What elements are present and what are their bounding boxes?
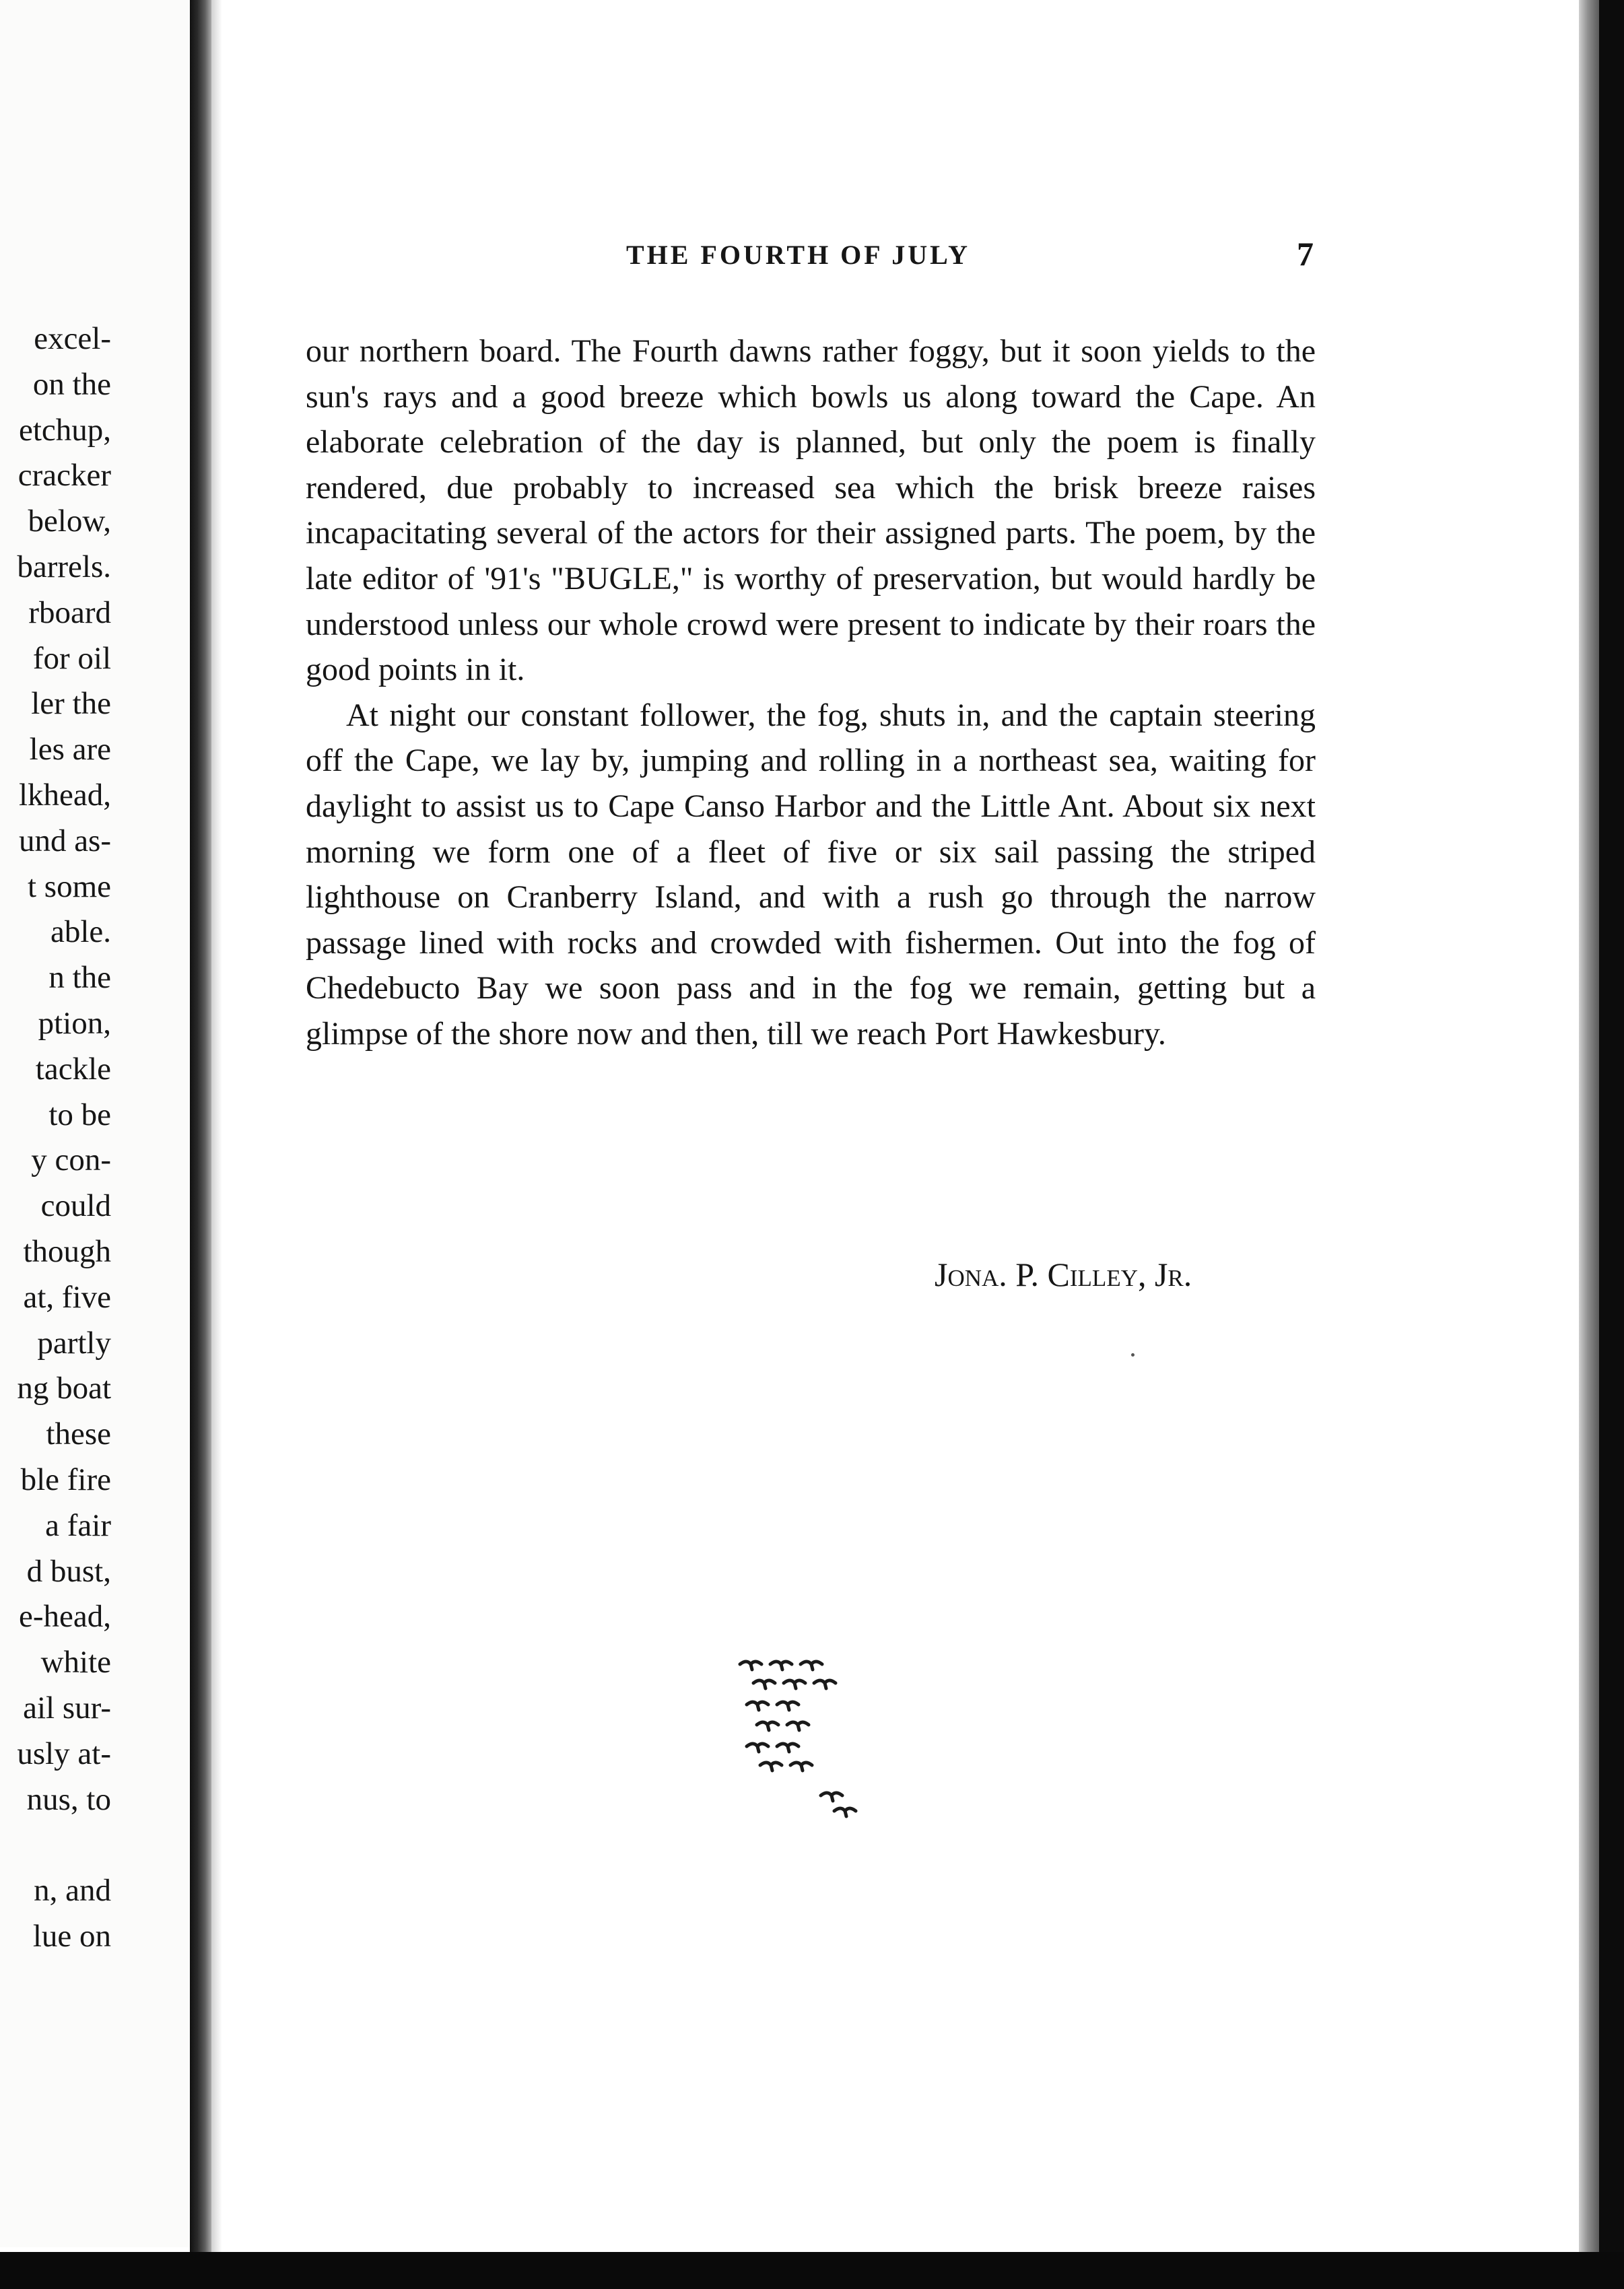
birds-ornament-svg xyxy=(737,1656,899,1831)
bird-mark xyxy=(814,1680,836,1688)
left-page-line: excel- xyxy=(34,321,111,356)
left-page-line: partly xyxy=(37,1325,111,1361)
bird-mark xyxy=(784,1680,805,1688)
left-page-line: n, and xyxy=(34,1873,111,1909)
body-text xyxy=(306,329,1316,1057)
bird-mark xyxy=(787,1722,809,1730)
left-page-line: und as- xyxy=(18,823,111,858)
left-page-line: lue on xyxy=(32,1918,111,1954)
left-page-line: ble fire xyxy=(20,1462,111,1497)
left-page-line: white xyxy=(40,1645,111,1680)
bird-mark xyxy=(770,1662,792,1670)
bird-mark xyxy=(760,1763,782,1771)
page-number: 7 xyxy=(1297,235,1314,273)
left-page-line: for oil xyxy=(32,640,111,676)
left-page-line: though xyxy=(23,1233,111,1269)
left-page-line: ler the xyxy=(31,686,111,722)
bird-mark xyxy=(777,1702,799,1710)
author-signature: Jona. P. Cilley, Jr. xyxy=(935,1256,1192,1293)
bird-mark xyxy=(747,1744,768,1752)
scan-border-bottom xyxy=(0,2252,1624,2289)
left-page-line: nus, to xyxy=(26,1781,111,1817)
bird-mark xyxy=(834,1808,856,1816)
left-page-line: lkhead, xyxy=(18,777,111,813)
page-edge xyxy=(1579,0,1599,2252)
left-page-line: y con- xyxy=(31,1142,111,1178)
bird-mark xyxy=(740,1662,762,1670)
scan-border-right xyxy=(1599,0,1624,2289)
left-page-text-fragments xyxy=(0,316,111,1960)
left-page-line: t some xyxy=(27,868,111,904)
scan-speck xyxy=(1131,1353,1135,1357)
left-page-line: on the xyxy=(32,366,111,402)
left-page-line: cracker xyxy=(18,458,111,493)
bird-mark xyxy=(777,1744,799,1752)
left-page-line: could xyxy=(40,1188,111,1224)
left-page-line: d bust, xyxy=(26,1553,111,1589)
left-page-line xyxy=(0,1822,111,1868)
left-page-line: tackle xyxy=(35,1051,111,1087)
left-page-line: a fair xyxy=(45,1507,111,1543)
paragraph-2: At night our constant follower, the fog, shuts in, and the captain steering off the Cape, we lay by, jumping and rolling in a northeast sea, waiting for daylight to assist us to Cape Canso Harbor and the Little Ant. About six next morning we form one of a fleet of five or six sail passing the striped lighthouse on Cranberry Island, and with a rush go through the narrow passage lined with rocks and crowded with fishermen. Out into the fog of Chedebucto Bay we soon pass and in the fog we remain, getting but a glimpse of the shore now and then, till we reach Port Hawkesbury. xyxy=(306,697,1316,1052)
left-page-line: ail sur- xyxy=(23,1690,111,1726)
left-page-line: usly at- xyxy=(17,1736,111,1771)
left-page-line: ng boat xyxy=(17,1371,111,1406)
left-page-line: e-head, xyxy=(19,1599,111,1635)
bird-mark xyxy=(753,1680,775,1688)
bird-mark xyxy=(747,1702,768,1710)
left-page-line: at, five xyxy=(23,1279,111,1315)
paragraph-1: our northern board. The Fourth dawns rather foggy, but it soon yields to the sun's rays and a good breeze which bowls us along toward the Cape. An elaborate celebration of the day is planned, but only the poem is finally rendered, due probably to increased sea which the brisk breeze raises incapacitating several of the actors for their assigned parts. The poem, by the late editor of '91's "BUGLE," is worthy of preservation, but would hardly be understood unless our whole crowd were present to indicate by their roars the good points in it. xyxy=(306,333,1316,688)
left-page-line: barrels. xyxy=(17,549,111,584)
left-page-line: etchup, xyxy=(18,412,111,448)
left-page-line: to be xyxy=(48,1097,111,1132)
running-head: THE FOURTH OF JULY xyxy=(626,240,971,270)
gutter-shadow xyxy=(211,0,222,2252)
left-page-line: able. xyxy=(50,914,111,950)
left-page-line: n the xyxy=(48,960,111,996)
bird-mark xyxy=(757,1722,778,1730)
bird-mark xyxy=(821,1793,842,1801)
left-page-line: les are xyxy=(29,732,111,767)
bird-mark xyxy=(790,1763,812,1771)
bird-mark xyxy=(801,1662,822,1670)
book-gutter xyxy=(190,0,211,2252)
left-page-line: rboard xyxy=(28,594,111,630)
left-page-line: below, xyxy=(28,504,111,539)
left-page-line: ption, xyxy=(38,1005,111,1041)
flying-birds-ornament-icon xyxy=(737,1656,899,1835)
left-page-line: these xyxy=(46,1416,111,1452)
left-page xyxy=(0,0,190,2247)
